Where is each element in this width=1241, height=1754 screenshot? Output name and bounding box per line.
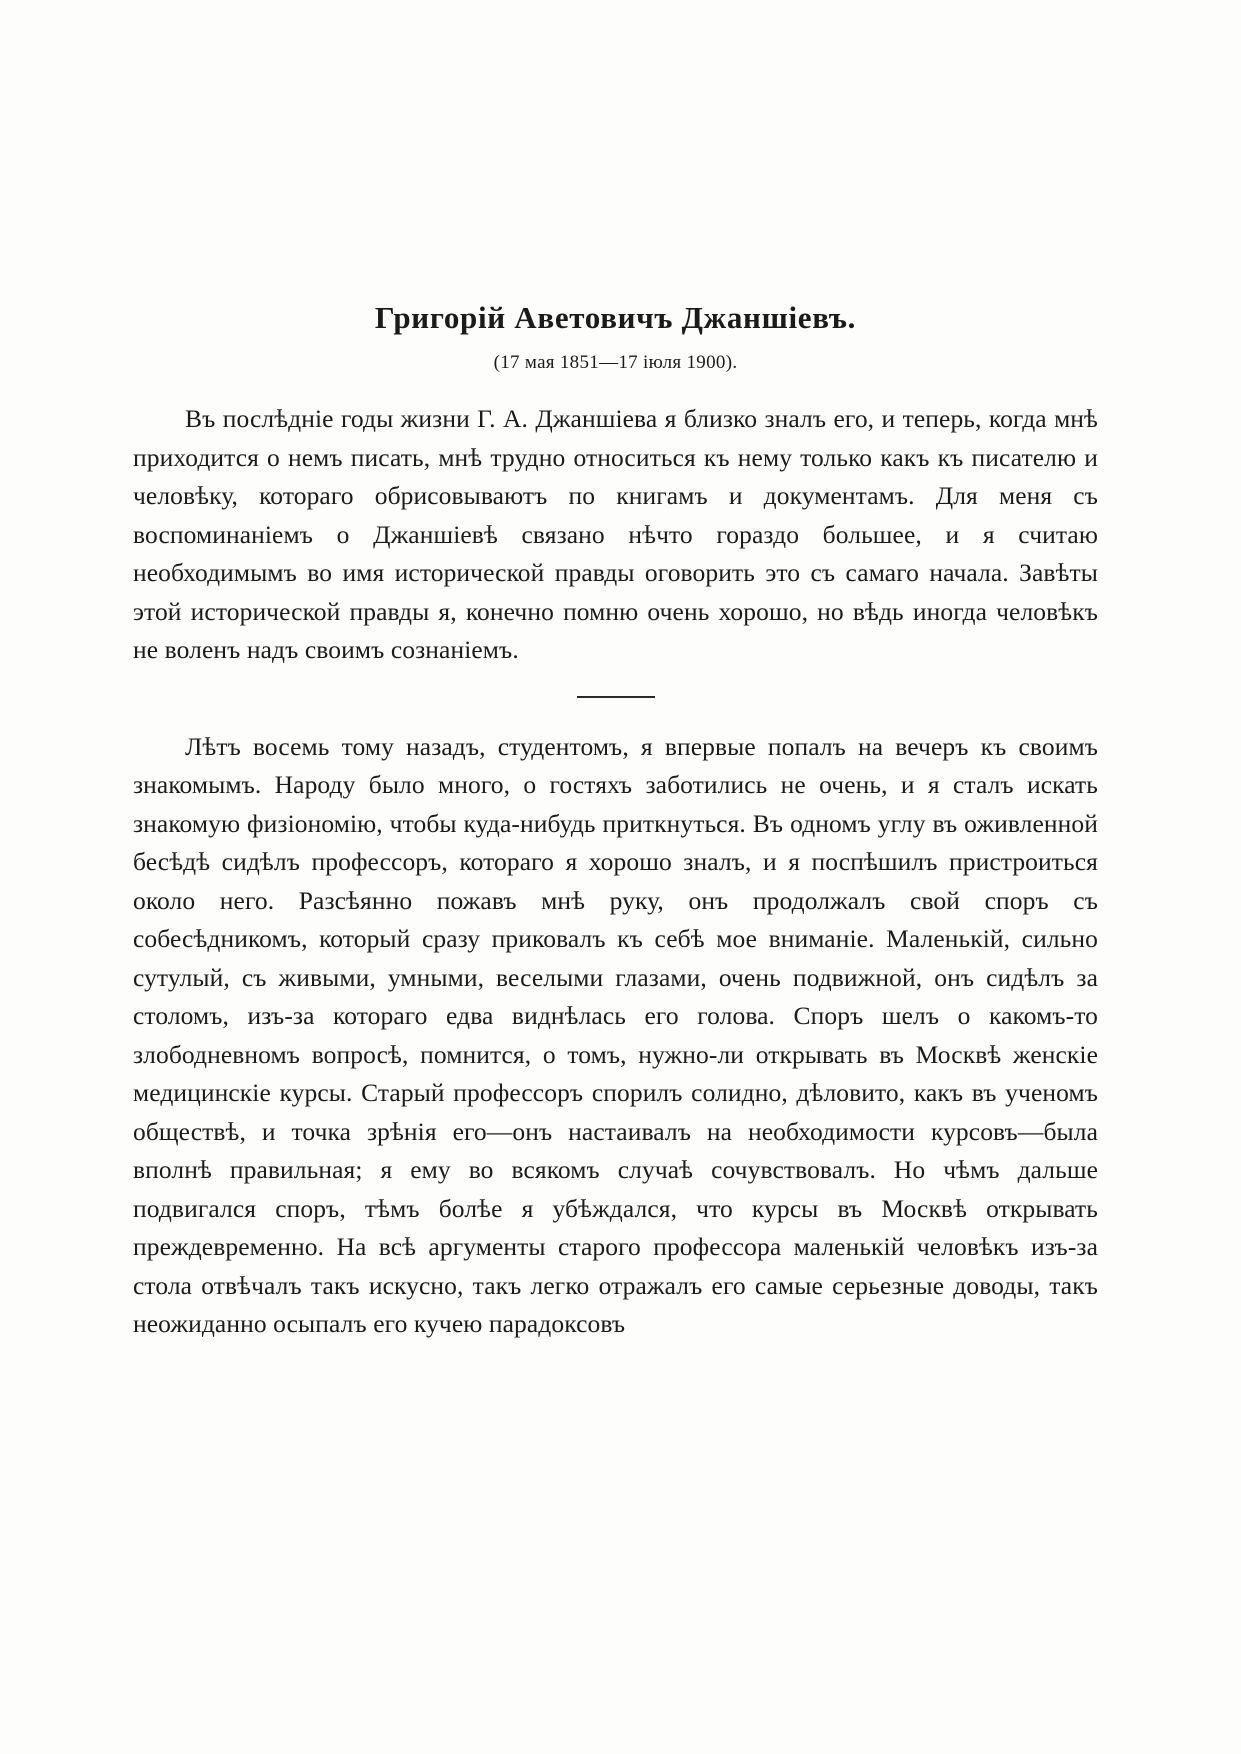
paragraph-2: Лѣтъ восемь тому назадъ, студентомъ, я впервые попалъ на вечеръ къ своимъ знакомымъ. Народу было много, о гостяхъ заботились не очень, и я сталъ искать знакомую физіономію, чтобы куда-нибудь приткнуться. Въ одномъ углу въ оживленной бесѣдѣ сидѣлъ профессоръ, котораго я хорошо зналъ, и я поспѣшилъ пристроиться около него. Разсѣянно пожавъ мнѣ руку, онъ продолжалъ свой споръ съ собесѣдникомъ, который сразу приковалъ къ себѣ мое вниманіе. Маленькій, сильно сутулый, съ живыми, умными, веселыми глазами, очень подвижной, онъ сидѣлъ за столомъ, изъ-за котораго едва виднѣлась его голова. Споръ шелъ о какомъ-то злободневномъ вопросѣ, помнится, о томъ, нужно-ли открывать въ Москвѣ женскіе медицинскіе курсы. Старый профессоръ спорилъ солидно, дѣловито, какъ въ ученомъ обществѣ, и точка зрѣнія его—онъ настаивалъ на необходимости курсовъ—была вполнѣ правильная; я ему во всякомъ случаѣ сочувствовалъ. Но чѣмъ дальше подвигался споръ, тѣмъ болѣе я убѣждался, что курсы въ Москвѣ открывать преждевременно. На всѣ аргументы старого профессора маленькій человѣкъ изъ-за стола отвѣчалъ такъ искусно, такъ легко отражалъ его самые серьезные доводы, такъ неожиданно осыпалъ его кучею парадоксовъ: [133, 731, 1098, 1338]
section-divider: [133, 688, 1098, 706]
paragraph-1: Въ послѣдніе годы жизни Г. А. Джаншіева я близко зналъ его, и теперь, когда мнѣ приходится о немъ писать, мнѣ трудно относиться къ нему только какъ къ писателю и человѣку, котораго обрисовываютъ по книгамъ и документамъ. Для меня съ воспоминаніемъ о Джаншіевѣ связано нѣчто гораздо большее, и я считаю необходимымъ во имя исторической правды оговорить это съ самаго начала. Завѣты этой исторической правды я, конечно помню очень хорошо, но вѣдь иногда человѣкъ не воленъ надъ своимъ сознаніемъ.: [133, 404, 1098, 664]
text-column: [133, 300, 1098, 1344]
horizontal-rule-icon: [577, 696, 655, 698]
page-title: Григорій Аветовичъ Джаншіевъ.: [374, 300, 857, 335]
title-dates: (17 мая 1851—17 іюля 1900).: [493, 352, 738, 373]
